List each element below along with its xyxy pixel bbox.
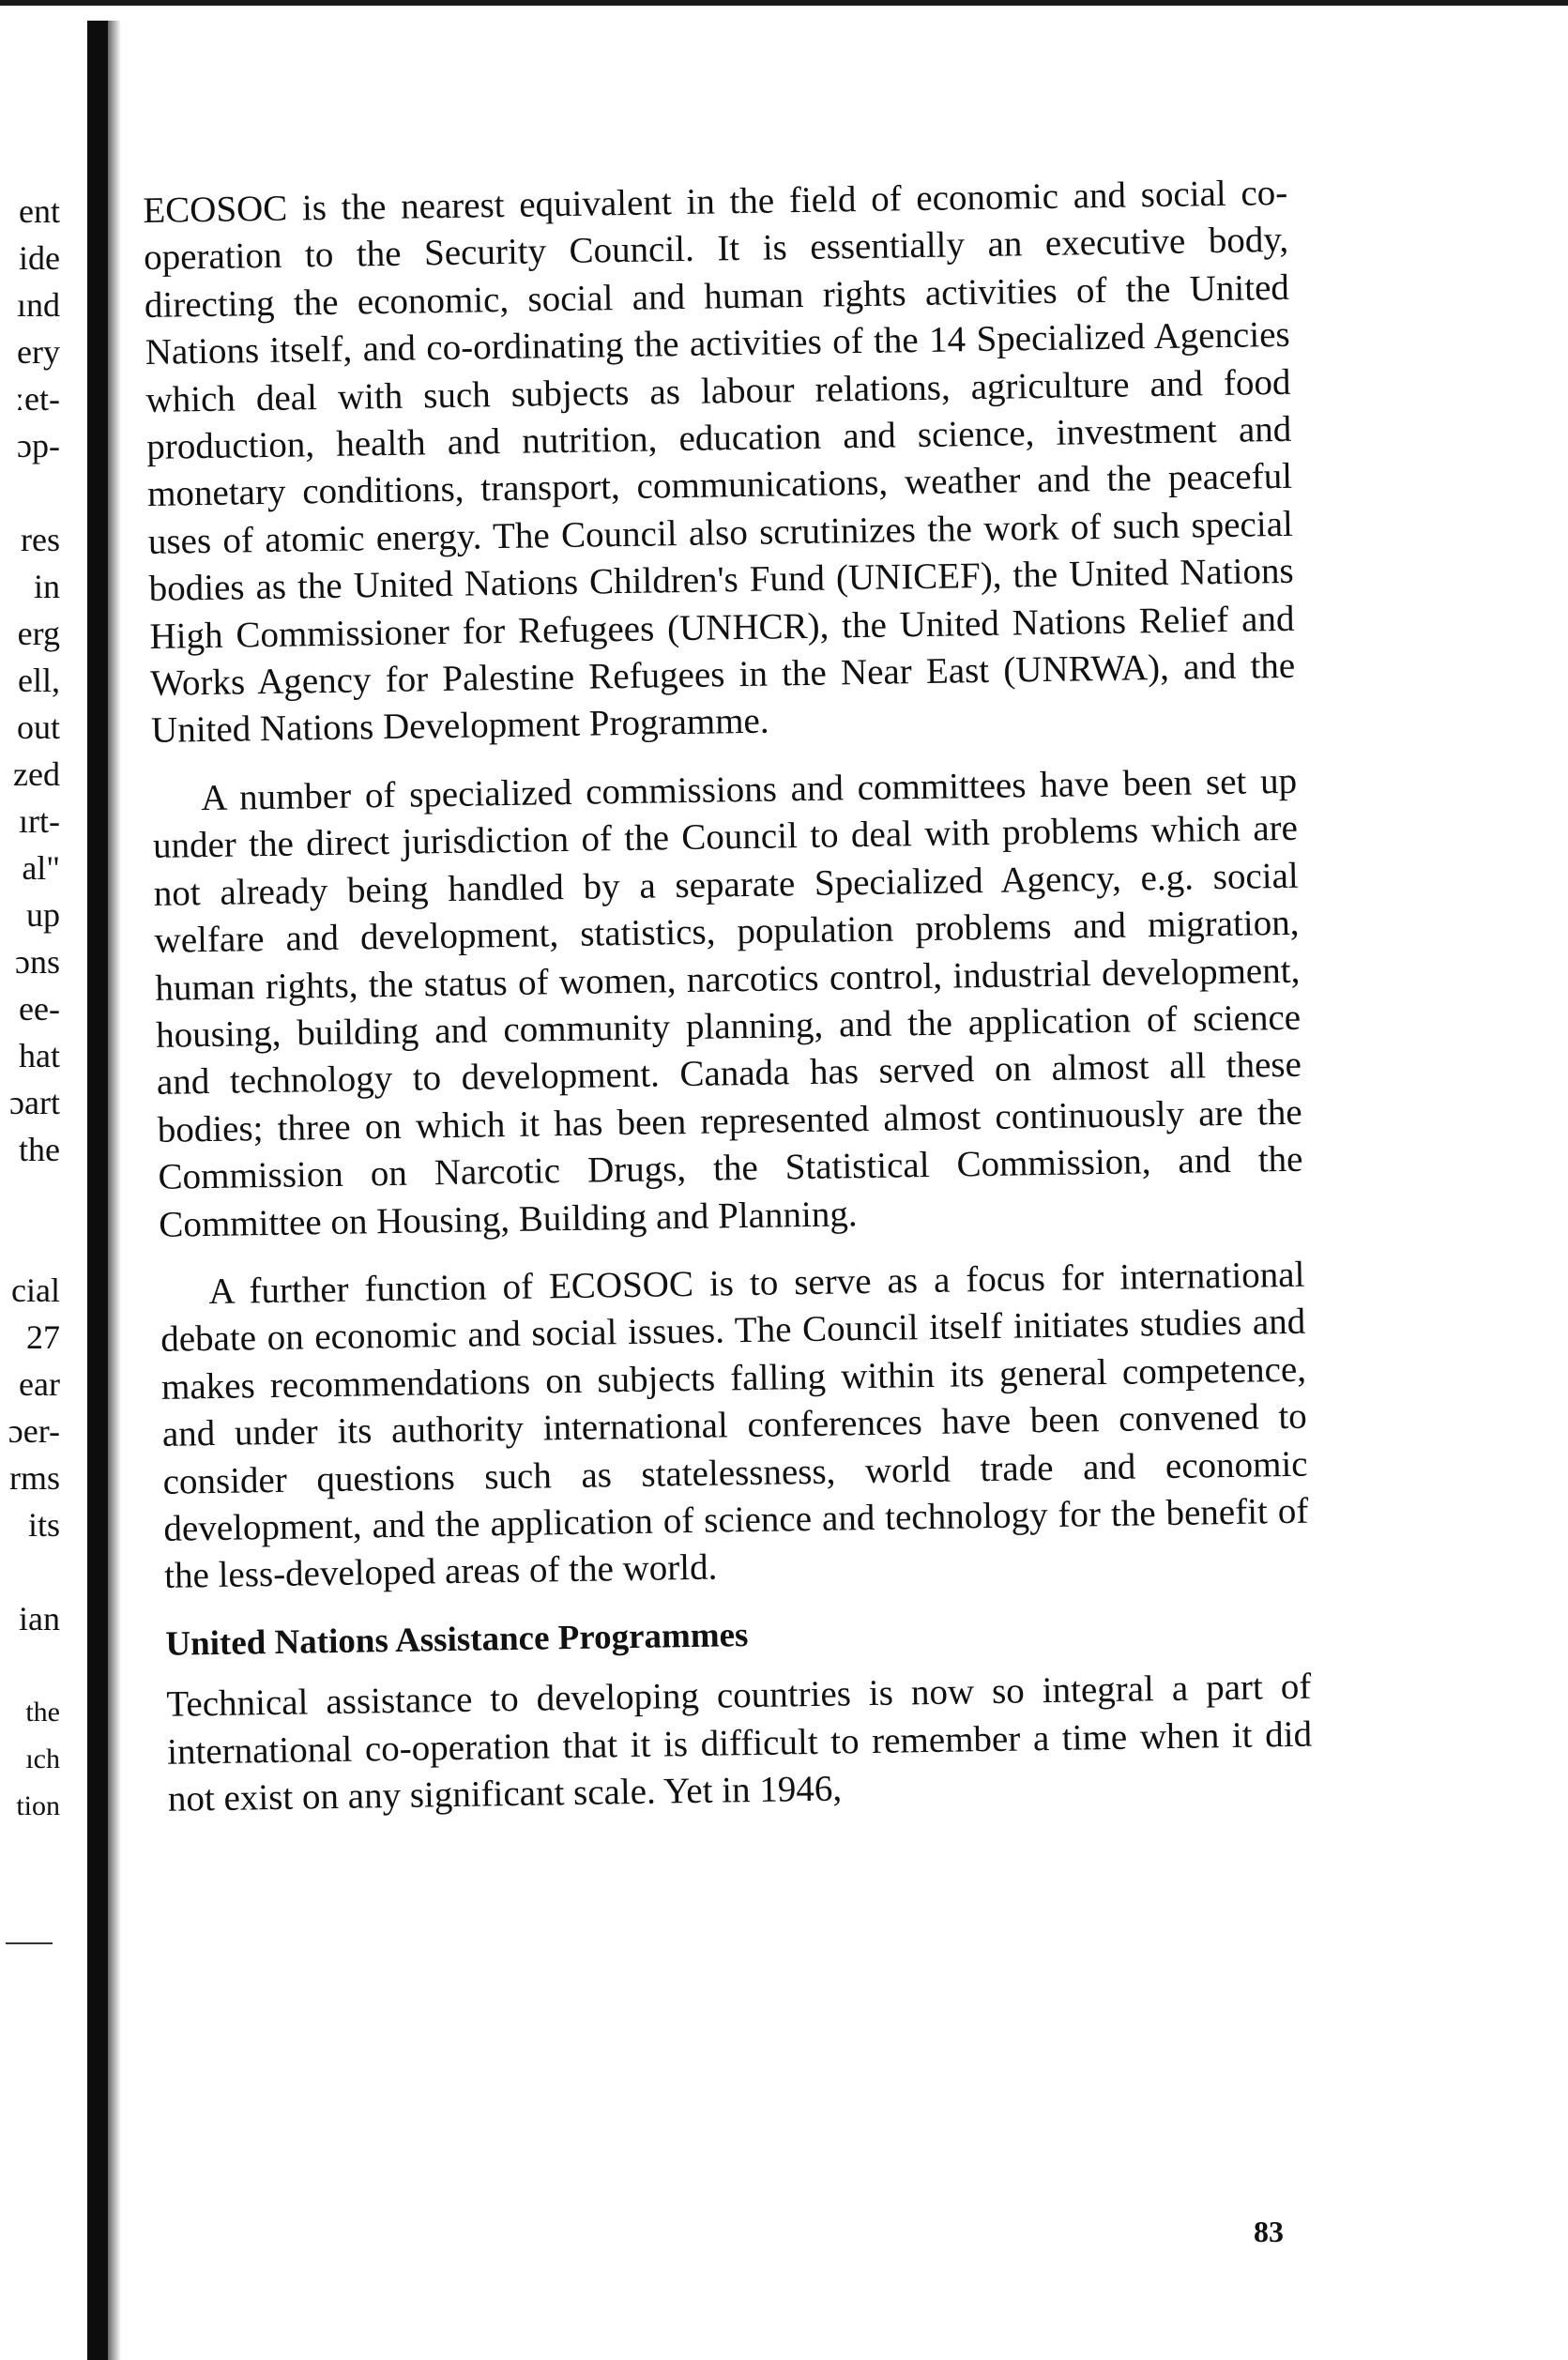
facing-fragment: al" [22, 849, 60, 887]
facing-fragment: ɔer- [8, 1412, 60, 1450]
facing-fragment: the [25, 1697, 60, 1728]
facing-fragment: up [26, 896, 60, 934]
top-edge-rule [0, 0, 1568, 6]
paragraph-technical-assistance: Technical assistance to developing countries is now so integral a part of international co-operation that it is difficult to remember a time when it did not exist on any significant scale. Yet in 1946, [166, 1666, 1313, 1819]
facing-fragment: in [33, 568, 60, 605]
facing-fragment: ide [19, 239, 60, 277]
facing-fragment: cial [11, 1271, 60, 1309]
facing-fragment: ian [19, 1600, 60, 1637]
facing-fragment: ery [17, 333, 60, 371]
facing-gap [0, 1220, 60, 1267]
facing-page-fragments [0, 188, 60, 1830]
facing-fragment: rms [9, 1459, 60, 1497]
paragraph-further-function: A further function of ECOSOC is to serve as a focus for international debate on economic and social issues. The Council itself initiates studies and makes recommendations on subjects falling within its general competence, and under its authority international conferences have been convened to consider questions such as statelessness, world trade and economic development, and the application of science and technology for the benefit of the less-developed areas of the world. [160, 1254, 1309, 1597]
page-number: 83 [1254, 2215, 1284, 2248]
paragraph-commissions: A number of specialized commissions and committees have been set up under the direct jurisdiction of the Council to deal with problems which are not already being handled by a separate Specialized Agency, e.g. social welfare and development, statistics, population problems and migration, human rights, the status of women, narcotics control, industrial development, housing, building and community planning, and the application of science and technology to development. Canada has served on almost all these bodies; three on which it has been represented almost continuously are the Commission on Narcotic Drugs, the Statistical Commission, and the Committee on Housing, Building and Planning. [152, 760, 1303, 1245]
facing-fragment: ell, [18, 662, 60, 699]
facing-fragment: ent [19, 192, 60, 230]
facing-fragment: 27 [26, 1318, 60, 1356]
page-body [143, 170, 1314, 1844]
facing-gap [0, 1642, 60, 1689]
facing-fragment: zed [13, 755, 60, 793]
facing-fragment: ɔp- [17, 427, 60, 464]
facing-fragment: out [16, 708, 60, 746]
facing-fragment: ıch [25, 1743, 60, 1774]
paragraph-ecosoc-intro: ECOSOC is the nearest equivalent in the field of economic and social co-operation to the Security Council. It is essentially an executive body, directing the economic, social and human rights activities of the United Nations itself, and co-ordinating the activities of the 14 Specialized Agencies which deal with such subjects as labour relations, agriculture and food production, health and nutrition, education and science, investment and monetary conditions, transport, communications, weather and the peaceful uses of atomic energy. The Council also scrutinizes the work of such special bodies as the United Nations Children's Fund (UNICEF), the United Nations High Commissioner for Refugees (UNHCR), the United Nations Relief and Works Agency for Palestine Refugees in the Near East (UNRWA), and the United Nations Development Programme. [143, 172, 1296, 752]
gutter-shadow [108, 21, 121, 2360]
facing-footnote-rule [6, 1942, 53, 1944]
facing-fragment: tion [16, 1790, 60, 1821]
facing-fragment: ɔns [15, 943, 60, 981]
facing-fragment: ːet- [15, 380, 60, 418]
facing-fragment: ɔart [9, 1084, 60, 1121]
binding-gutter [87, 21, 108, 2360]
facing-fragment: its [27, 1506, 60, 1544]
facing-fragment: ırt- [19, 802, 60, 840]
facing-fragment: ear [19, 1365, 60, 1403]
facing-gap [0, 1548, 60, 1595]
facing-fragment: the [19, 1131, 60, 1168]
facing-gap [0, 469, 60, 516]
facing-fragment: ınd [16, 286, 60, 324]
facing-fragment: hat [19, 1037, 60, 1074]
facing-fragment: erg [17, 615, 60, 652]
section-heading: United Nations Assistance Programmes [165, 1615, 749, 1664]
facing-fragment: res [21, 521, 60, 558]
facing-fragment: ee- [19, 990, 60, 1028]
facing-gap [0, 1173, 60, 1220]
